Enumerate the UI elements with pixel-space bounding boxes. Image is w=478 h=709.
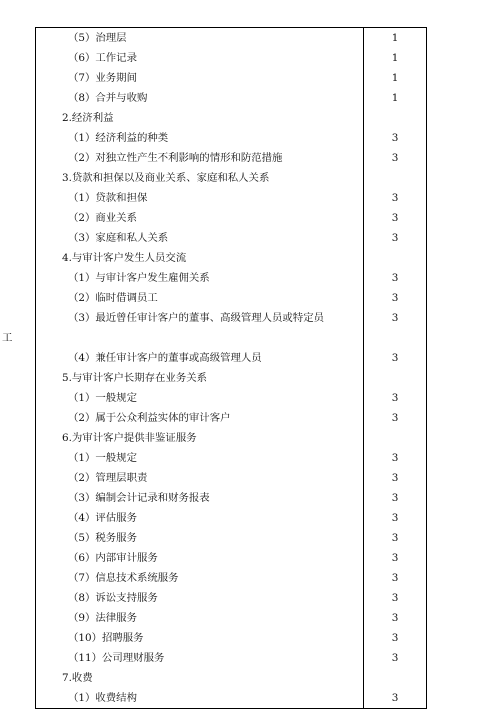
- hours-cell: 3: [364, 528, 427, 548]
- topic-text: （4）评估服务: [68, 512, 137, 524]
- topic-text: （4）兼任审计客户的董事或高级管理人员: [68, 352, 262, 364]
- section-heading-row: [36, 168, 427, 188]
- table-row: [36, 568, 427, 588]
- table-row: [36, 68, 427, 88]
- topic-cell: [36, 588, 364, 608]
- hours-cell: [364, 668, 427, 688]
- table-row: [36, 588, 427, 608]
- topic-text: （10）招聘服务: [68, 632, 144, 644]
- section-heading-row: [36, 428, 427, 448]
- hours-cell: 3: [364, 688, 427, 709]
- hours-cell: 3: [364, 608, 427, 628]
- topic-cell: [36, 168, 364, 188]
- topic-cell: [36, 488, 364, 508]
- topic-text: （8）诉讼支持服务: [68, 592, 158, 604]
- table-row: [36, 208, 427, 228]
- topic-text: （1）收费结构: [68, 692, 137, 704]
- hours-cell: 3: [364, 468, 427, 488]
- table-row: [36, 148, 427, 168]
- topic-text: （2）对独立性产生不利影响的情形和防范措施: [68, 152, 283, 164]
- topic-text: （11）公司理财服务: [68, 652, 165, 664]
- hours-cell: [364, 168, 427, 188]
- topic-cell: [36, 568, 364, 588]
- hours-cell: 3: [364, 228, 427, 248]
- syllabus-table-body: [2, 28, 427, 709]
- hours-cell: 3: [364, 388, 427, 408]
- topic-cell: [36, 528, 364, 548]
- table-row: [36, 188, 427, 208]
- topic-cell: [36, 288, 364, 308]
- hours-cell: [364, 248, 427, 268]
- topic-cell: [36, 208, 364, 228]
- section-heading-text: 5.与审计客户长期存在业务关系: [62, 372, 207, 384]
- hours-cell: 3: [364, 588, 427, 608]
- topic-text: （7）信息技术系统服务: [68, 572, 179, 584]
- syllabus-table: [2, 27, 427, 709]
- table-row: [36, 288, 427, 308]
- table-row: [36, 448, 427, 468]
- table-row: [36, 388, 427, 408]
- topic-cell: [36, 648, 364, 668]
- hours-cell: 3: [364, 308, 427, 348]
- table-row: [36, 508, 427, 528]
- topic-cell: [36, 428, 364, 448]
- topic-text: （8）合并与收购: [68, 92, 148, 104]
- hours-cell: 3: [364, 128, 427, 148]
- table-row: [36, 88, 427, 108]
- table-row: [36, 48, 427, 68]
- topic-cell: [36, 548, 364, 568]
- section-heading-text: 4.与审计客户发生人员交流: [62, 252, 187, 264]
- topic-text: （1）贷款和担保: [68, 192, 148, 204]
- table-row: [36, 528, 427, 548]
- topic-cell: [36, 668, 364, 688]
- topic-cell: [36, 108, 364, 128]
- hours-cell: [364, 108, 427, 128]
- topic-text: （6）工作记录: [68, 52, 137, 64]
- topic-cell: [36, 128, 364, 148]
- topic-cell: [36, 248, 364, 268]
- table-row: [36, 408, 427, 428]
- hours-cell: 3: [364, 648, 427, 668]
- hours-cell: 3: [364, 568, 427, 588]
- section-heading-row: [36, 248, 427, 268]
- section-heading-text: 2.经济利益: [62, 112, 114, 124]
- table-row: [36, 228, 427, 248]
- topic-text: （5）税务服务: [68, 532, 137, 544]
- topic-cell: [36, 348, 364, 368]
- topic-cell: [36, 408, 364, 428]
- hours-cell: 3: [364, 348, 427, 368]
- table-row: [36, 468, 427, 488]
- topic-text: （1）一般规定: [68, 392, 137, 404]
- table-row: [36, 128, 427, 148]
- hours-cell: [364, 428, 427, 448]
- table-row: [36, 268, 427, 288]
- section-heading-text: 6.为审计客户提供非鉴证服务: [62, 432, 197, 444]
- hours-cell: 3: [364, 628, 427, 648]
- hours-cell: 3: [364, 448, 427, 468]
- section-heading-row: [36, 108, 427, 128]
- topic-text: （6）内部审计服务: [68, 552, 158, 564]
- table-row: [36, 648, 427, 668]
- topic-cell: [2, 308, 364, 348]
- hours-cell: 1: [364, 88, 427, 108]
- hours-cell: 3: [364, 288, 427, 308]
- topic-cell: [36, 448, 364, 468]
- topic-cell: [36, 628, 364, 648]
- section-heading-row: [36, 668, 427, 688]
- topic-text: （3）家庭和私人关系: [68, 232, 169, 244]
- topic-text: （5）治理层: [68, 32, 127, 44]
- topic-cell: [36, 148, 364, 168]
- topic-text: （1）与审计客户发生雇佣关系: [68, 272, 210, 284]
- table-row: [36, 348, 427, 368]
- table-row: [36, 608, 427, 628]
- table-row: [36, 28, 427, 49]
- topic-cell: [36, 188, 364, 208]
- topic-text: （2）临时借调员工: [68, 292, 158, 304]
- topic-cell: [36, 468, 364, 488]
- hours-cell: 3: [364, 408, 427, 428]
- topic-text: （2）管理层职责: [68, 472, 148, 484]
- table-row: [36, 488, 427, 508]
- hours-cell: 1: [364, 68, 427, 88]
- topic-cell: [36, 688, 364, 709]
- table-row: [36, 688, 427, 709]
- hours-cell: [364, 368, 427, 388]
- topic-cell: [36, 268, 364, 288]
- topic-cell: [36, 88, 364, 108]
- hours-cell: 3: [364, 208, 427, 228]
- topic-text: （9）法律服务: [68, 612, 137, 624]
- topic-text: （3）最近曾任审计客户的董事、高级管理人员或特定员: [68, 312, 324, 324]
- hours-cell: 1: [364, 48, 427, 68]
- hours-cell: 3: [364, 488, 427, 508]
- topic-cell: [36, 68, 364, 88]
- topic-text: （2）商业关系: [68, 212, 137, 224]
- hours-cell: 3: [364, 188, 427, 208]
- topic-cell: [36, 368, 364, 388]
- topic-cell: [36, 28, 364, 49]
- topic-cell: [36, 388, 364, 408]
- topic-text-continuation: 工: [2, 332, 13, 344]
- topic-text: （7）业务期间: [68, 72, 137, 84]
- table-row: [36, 548, 427, 568]
- table-row: [36, 628, 427, 648]
- section-heading-text: 3.贷款和担保以及商业关系、家庭和私人关系: [62, 172, 270, 184]
- topic-text: （2）属于公众利益实体的审计客户: [68, 412, 231, 424]
- table-row: [36, 308, 427, 348]
- hours-cell: 3: [364, 268, 427, 288]
- topic-text: （3）编制会计记录和财务报表: [68, 492, 210, 504]
- hours-cell: 3: [364, 148, 427, 168]
- topic-cell: [36, 608, 364, 628]
- topic-text: （1）经济利益的种类: [68, 132, 169, 144]
- topic-cell: [36, 48, 364, 68]
- section-heading-row: [36, 368, 427, 388]
- section-heading-text: 7.收费: [62, 672, 93, 684]
- topic-cell: [36, 508, 364, 528]
- hours-cell: 3: [364, 548, 427, 568]
- hours-cell: 3: [364, 508, 427, 528]
- topic-cell: [36, 228, 364, 248]
- hours-cell: 1: [364, 28, 427, 49]
- topic-text: （1）一般规定: [68, 452, 137, 464]
